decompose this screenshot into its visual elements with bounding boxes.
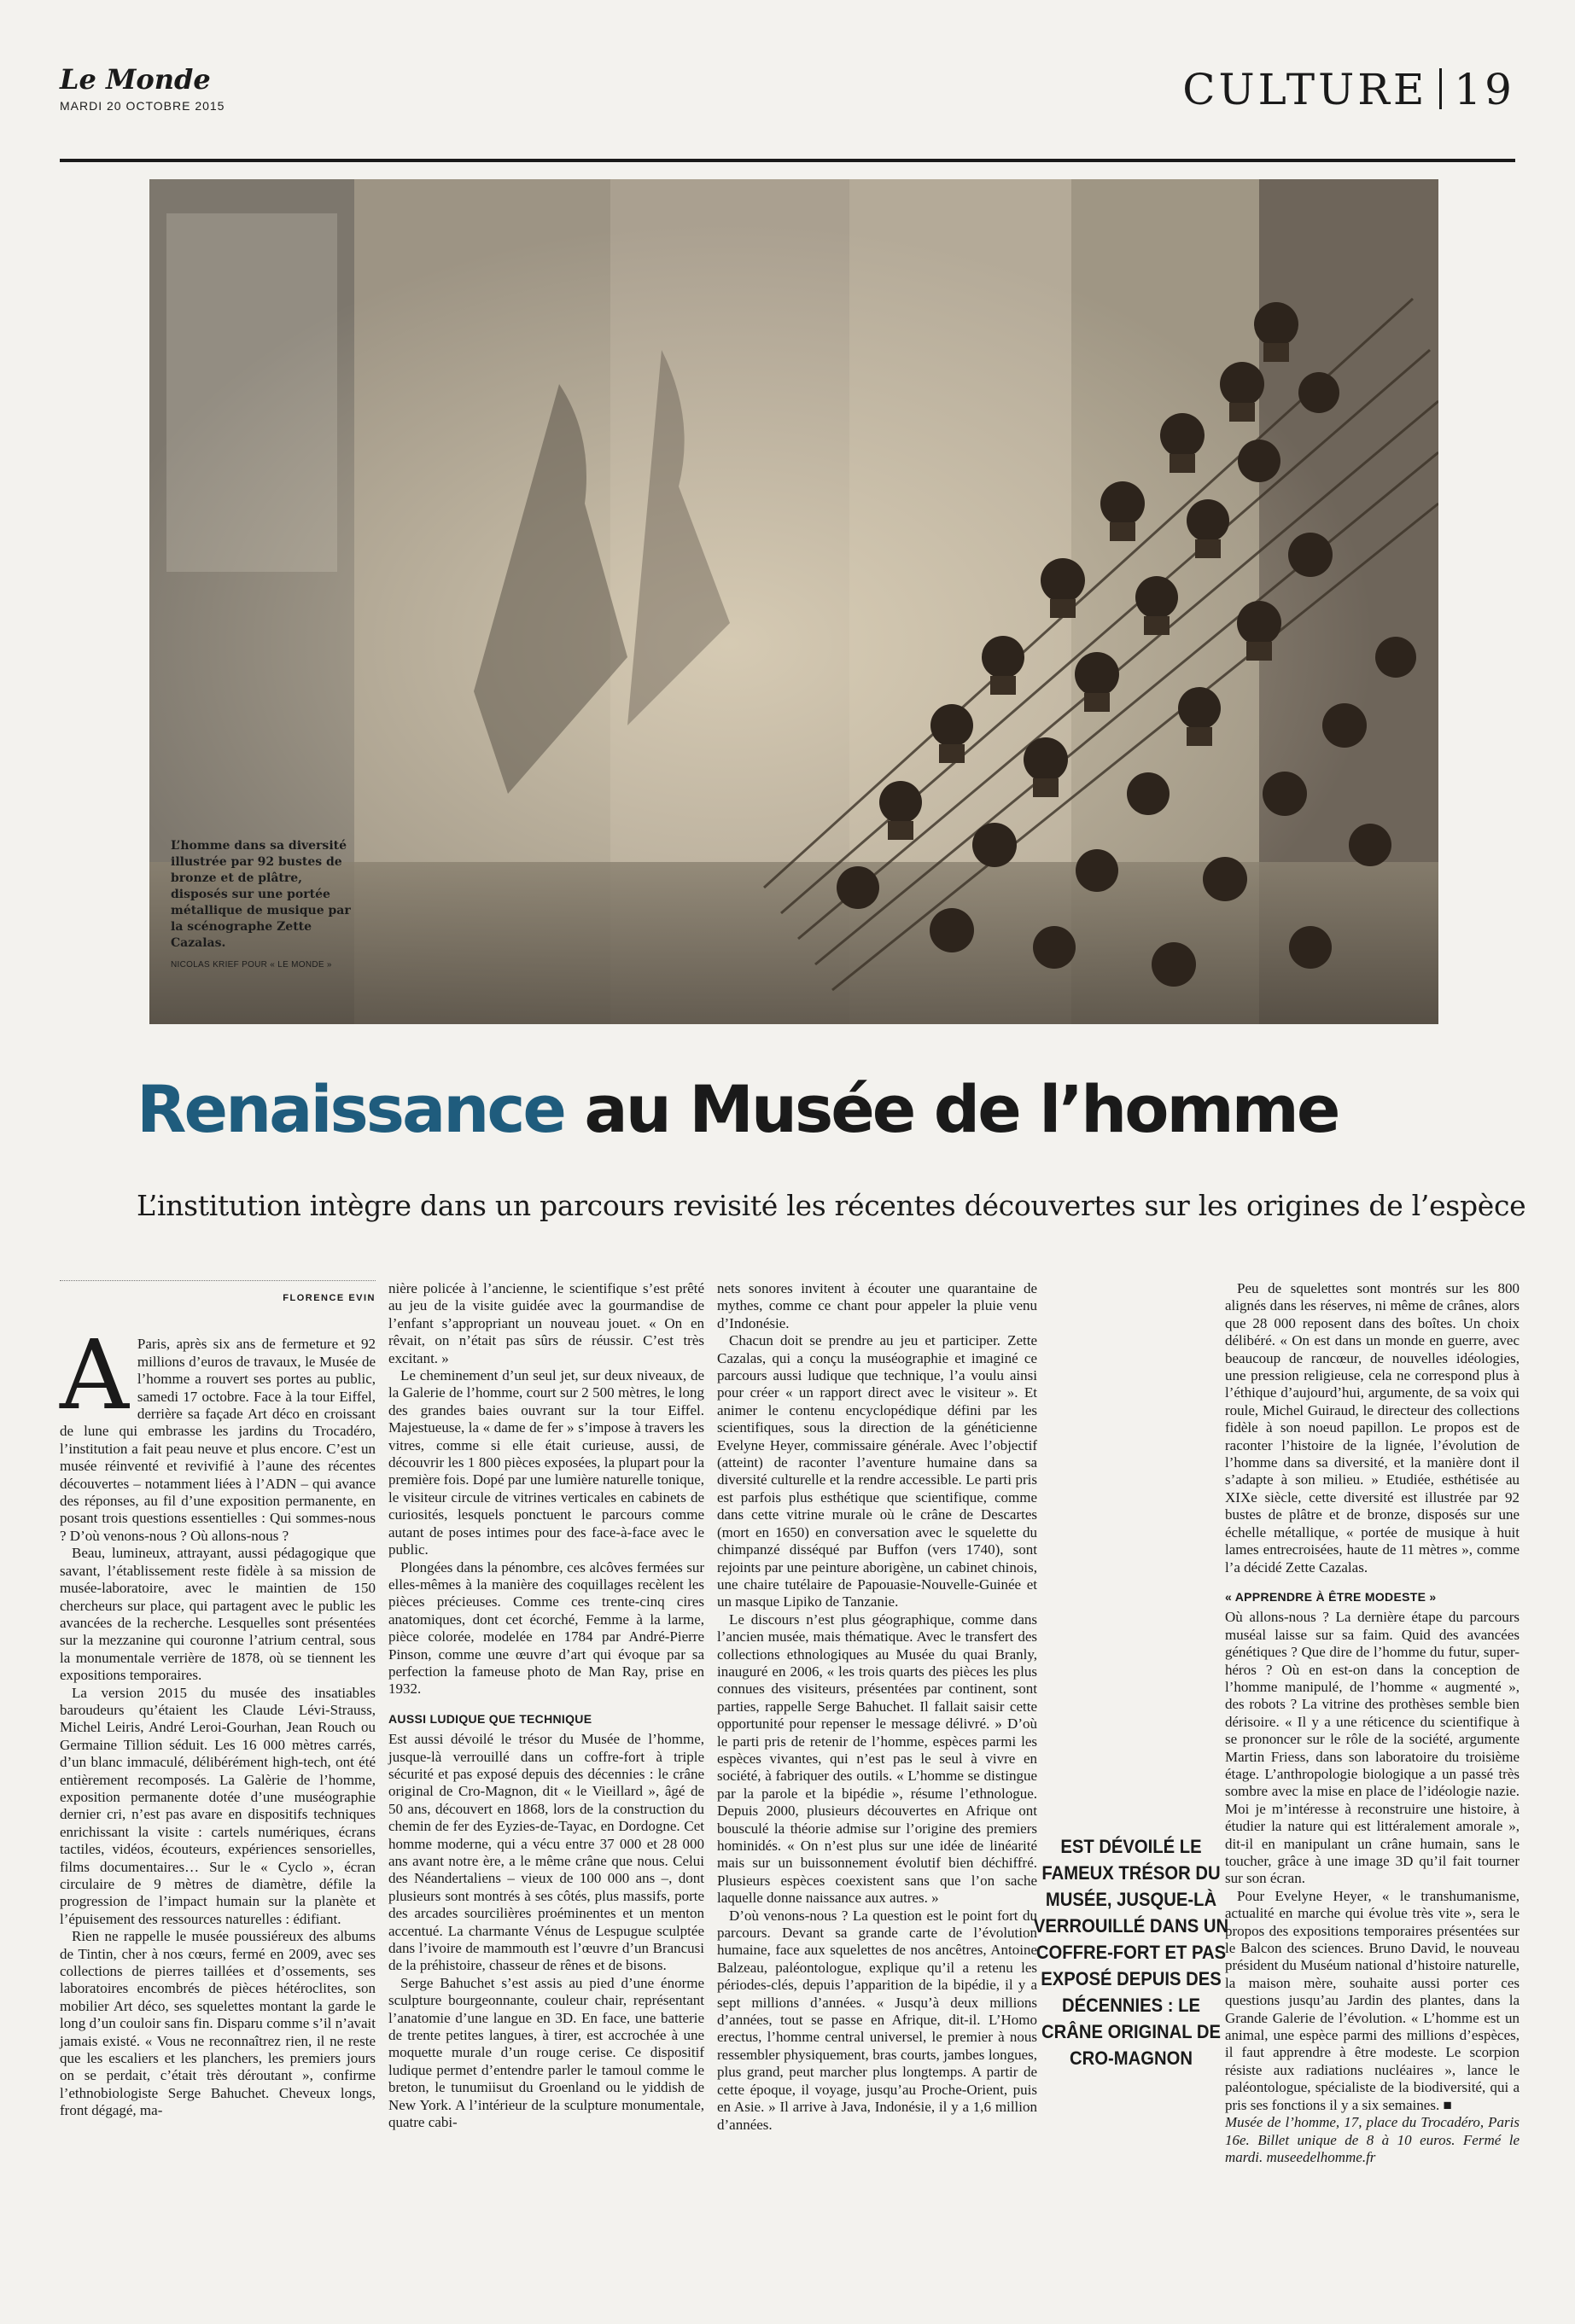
article-column-2 [388, 1280, 704, 2132]
byline: FLORENCE EVIN [60, 1280, 376, 1307]
paragraph: nière policée à l’ancienne, le scientifique s’est prêté au jeu de la visite guidée avec la gourmandise de l’enfant s’appropriant un nouveau jouet. « On en rêvait, on n’était pas sûrs de réussir. C’est très excitant. » [388, 1280, 704, 1366]
intertitle: « APPRENDRE À ÊTRE MODESTE » [1225, 1589, 1437, 1604]
paragraph: Où allons-nous ? La dernière étape du parcours muséal laisse sur sa faim. Quid des avancées génétiques ? Que dire de l’homme du futur, super-héros ? Où en est-on dans la conception de l’homme manipulé, de l’homme « augmenté », des robots ? La vitrine des prothèses semble bien dérisoire. « Il y a une réticence du scientifique à se prononcer sur le rôle de la société, argumente Martin Friess, dans son laboratoire du troisième étage. L’anthropologie biologique a un passé très sombre avec la mise en place de l’idéologie nazie. Moi je m’intéresse à reconstruire une histoire, à étudier la nature qui est littéralement amorale », dit-il en manipulant un crâne humain, sans le toucher, grâce à une image 3D qu’il fait tourner sur son écran. [1225, 1609, 1520, 1887]
paragraph: La version 2015 du musée des insatiables baroudeurs qu’étaient les Claude Lévi-Strauss, Michel Leiris, André Leroi-Gourhan, Jean Rouch ou Germaine Tillion séduit. Les 16 000 mètres carrés, d’un blanc immaculé, délibérément high-tech, ont été entièrement recomposés. La Galèrie de l’homme, exposition permanente dotée d’une muséographie dernier cri, n’est pas avare en dispositifs techniques enrichissant la visite : cartels numériques, écrans tactiles, vidéos, écouteurs, expériences sensorielles, films documentaires… Sur le « Cyclo », écran circulaire de 9 mètres de diamètre, défile la progression de l’impact humain sur la planète et l’épuisement des ressources naturelles : édifiant. [60, 1684, 376, 1927]
drop-cap: A [60, 1320, 129, 1432]
photo-credit: NICOLAS KRIEF POUR « LE MONDE » [171, 960, 332, 970]
paragraph: Pour Evelyne Heyer, « le transhumanisme, actualité en marche qui évolue très vite », sera le propos des expositions temporaires présentées sur le Balcon des sciences. Bruno David, le nouveau président du Muséum national d’histoire naturelle, la maison mère, souhaite aussi porter ces questions jusqu’au Jardin des plantes, dans la Grande Galerie de l’évolution. « L’homme est un animal, une espèce parmi des millions d’espèces, il faut apprendre à être modeste. Le scorpion résiste aux radiations nucléaires », lance le paléontologue, spécialiste de la biodiversité, qui a pris ses fonctions il y a six semaines. ■ [1225, 1887, 1520, 2113]
paragraph: Rien ne rappelle le musée poussiéreux des albums de Tintin, cher à nos cœurs, fermé en 2009, avec ses collections de pierres taillées et d’ossements, ses laboratoires encombrés de pièces hétéroclites, son mobilier Art déco, ses squelettes montant la garde le long d’un couloir sans fin. Disparu comme s’il n’avait jamais existé. « Vous ne reconnaîtrez rien, il ne reste que les escaliers et les planchers, les premiers jours on se perdait, c’était très déroutant », confirme l’ethnobiologiste Serge Bahuchet. Cheveux longs, front dégagé, ma- [60, 1928, 376, 2119]
paragraph: D’où venons-nous ? La question est le point fort du parcours. Devant sa grande carte de l’évolution humaine, face aux squelettes de nos ancêtres, Antoine Balzeau, paléontologue, explique qu’il a retenu les périodes-clés, depuis l’apparition de la bipédie, il y a sept millions d’années. « Jusqu’à deux millions d’années, tout se passe en Afrique, dit-il. L’Homo erectus, l’homme central universel, le premier à nous ressembler physiquement, bras courts, jambes longues, plus grand, peut marcher plus longtemps. A partir de cette époque, il voyage, jusqu’au Proche-Orient, puis en Asie. » Il arrive à Java, Indonésie, il y a 1,6 million d’années. [717, 1907, 1037, 2133]
headline-rest: au Musée de l’homme [563, 1071, 1339, 1147]
paragraph: Paris, après six ans de fermeture et 92 millions d’euros de travaux, le Musée de l’homme a rouvert ses portes au public, samedi 17 octobre. Face à la tour Eiffel, derrière sa façade Art déco en croissant de lune qui embrasse les jardins du Trocadéro, l’institution a fait peau neuve et plus encore. C’est un musée réinventé et revivifié à l’aune des récentes découvertes – notamment liées à l’ADN – qui avance des réponses, au fil d’une exposition permanente, en posant trois questions essentielles : Qui sommes-nous ? D’où venons-nous ? Où allons-nous ? [60, 1336, 376, 1544]
article-column-1 [60, 1280, 376, 2120]
paragraph: Serge Bahuchet s’est assis au pied d’une énorme sculpture bourgeonnante, couleur chair, représentant l’anatomie d’une langue en 3D. En face, une batterie de trente petites langues, à tirer, est accrochée à une moquette murale d’un rouge cerise. Ce dispositif ludique permet d’entendre parler le tamoul comme le breton, le tunumiisut du Groenland ou le yiddish de New York. A l’intérieur de la sculpture monumentale, quatre cabi- [388, 1974, 704, 2131]
subheadline: L’institution intègre dans un parcours revisité les récentes découvertes sur les origines de l’espèce [137, 1189, 1526, 1222]
section-name: CULTURE [1182, 65, 1428, 114]
article-column-4 [1225, 1280, 1520, 2166]
caption-text: L’homme dans sa diversité illustrée par 92 bustes de bronze et de plâtre, disposés sur une portée métallique de musique par la scénographe Zette Cazalas. [171, 839, 351, 950]
article-column-3 [717, 1280, 1037, 2134]
museum-info: Musée de l’homme, 17, place du Trocadéro, Paris 16e. Billet unique de 8 à 10 euros. Fermé le mardi. museedelhomme.fr [1225, 2114, 1520, 2165]
paragraph: Chacun doit se prendre au jeu et participer. Zette Cazalas, qui a conçu la muséographie et imaginé ce parcours aussi ludique que technique, l’a voulu ainsi pour créer « un rapport direct avec le visiteur ». Et animer le contenu encyclopédique défini par les scientifiques, sous la direction de la généticienne Evelyne Heyer, commissaire générale. Avec l’objectif (atteint) de raconter l’aventure humaine dans sa diversité culturelle et la rendre accessible. Le parti pris est parfois plus esthétique que scientifique, comme dans cette vitrine murale où le crâne de Descartes (mort en 1650) en conversation avec le squelette du chimpanzé disséqué par Buffon (vers 1740), sont rejoints par une peinture aborigène, un cabinet chinois, une chaire tutélaire de Papouasie-Nouvelle-Guinée et un masque Lipiko de Tanzanie. [717, 1332, 1037, 1610]
section-label [1182, 65, 1515, 114]
intertitle: AUSSI LUDIQUE QUE TECHNIQUE [388, 1711, 592, 1726]
paragraph: Est aussi dévoilé le trésor du Musée de l’homme, jusque-là verrouillé dans un coffre-fort à triple sécurité et pas exposé depuis des décennies : le crâne original de Cro-Magnon, dit « le Vieillard », âgé de 50 ans, découvert en 1868, lors de la construction du chemin de fer des Eyzies-de-Tayac, en Dordogne. Cet homme moderne, qui a vécu entre 37 000 et 28 000 ans avant notre ère, a le même crâne que nous. Celui des Néandertaliens – vieux de 100 000 ans –, dont plusieurs sont montrés à ses côtés, plus massifs, porte des arcades sourcilières proéminentes et un menton accentué. La charmante Vénus de Lespugue sculptée dans l’ivoire de mammouth est l’œuvre d’un Brancusi de la préhistoire, chasseur de rênes et de bisons. [388, 1731, 704, 1974]
paragraph: Le discours n’est plus géographique, comme dans l’ancien musée, mais thématique. Avec le transfert des collections ethnologiques au Musée du quai Branly, inauguré en 2006, « les trois quarts des pièces les plus connues des visiteurs, présentées par continent, sont parties, rappelle Serge Bahuchet. Il fallait saisir cette opportunité pour repenser le message délivré. » D’où le parti pris de retenir de l’homme, espèces parmi les espèces vivantes, qui n’est pas le seul à vivre en société, à fabriquer des outils. « L’homme se distingue par la parole et la bipédie », résume l’ethnologue. Depuis 2000, plusieurs découvertes en Afrique ont bousculé la théorie admise sur l’origine des premiers hominidés. « On n’est plus sur une idée de linéarité mais sur un buissonnement évolutif bien déchiffré. Plusieurs espèces coexistent sans que l’on sache laquelle donne naissance aux autres. » [717, 1610, 1037, 1907]
newspaper-logo: Le Monde [60, 63, 211, 96]
header-rule [60, 159, 1515, 162]
headline [137, 1071, 1515, 1147]
paragraph: Beau, lumineux, attrayant, aussi pédagogique que savant, l’établissement reste fidèle à sa mission de musée-laboratoire, avec le maintien de 150 chercheurs sur place, qui partagent avec le public les avancées de la recherche. Lesquelles sont présentées sur la mezzanine qui couronne l’atrium central, sous la monumentale verrière de 1878, où se tiennent les expositions temporaires. [60, 1545, 376, 1684]
paragraph: Peu de squelettes sont montrés sur les 800 alignés dans les réserves, ni même de crânes, alors que 28 000 reposent dans des boîtes. Un choix délibéré. « On est dans un monde en guerre, avec beaucoup de rancœur, de nouvelles idéologies, une pression religieuse, cela ne correspond plus à l’éthique d’aujourd’hui, argumente, de sa voix qui roule, Michel Guiraud, le directeur des collections fidèle à son noeud papillon. Le propos est de raconter l’histoire de la lignée, l’évolution de l’homme dans sa diversité, et la manière dont il s’adapte à son milieu. » Etudiée, esthétisée au XIXe siècle, cette diversité est illustrée par 92 bustes de plâtre et de bronze, disposés sur une échelle métallique, « portée de musique à huit lames entrecroisées, haute de 11 mètres », comme l’a décidé Zette Cazalas. [1225, 1280, 1520, 1576]
page-header [60, 58, 1515, 159]
paragraph: Le cheminement d’un seul jet, sur deux niveaux, de la Galerie de l’homme, court sur 2 500 mètres, le long des grandes baies ouvrant sur la tour Eiffel. Majestueuse, la « dame de fer » s’impose à travers les vitres, comme si elle était curieuse, aussi, de découvrir les 1 800 pièces exposées, la plupart pour la première fois. Dopé par une lumière naturelle tonique, le visiteur circule de vitrines verticales en cabinets de curiosités, lesquels ponctuent le parcours comme autant de poses intimes pour des face-à-face avec le public. [388, 1367, 704, 1558]
photo-caption [171, 838, 359, 973]
paragraph: nets sonores invitent à écouter une quarantaine de mythes, comme ce chant pour appeler la pluie venu d’Indonésie. [717, 1280, 1037, 1331]
pull-quote: EST DÉVOILÉ LE FAMEUX TRÉSOR DU MUSÉE, JUSQUE-LÀ VERROUILLÉ DANS UN COFFRE-FORT ET PAS EXPOSÉ DEPUIS DES DÉCENNIES : LE CRÂNE ORIGINAL DE CRO-MAGNON [1033, 1836, 1229, 2069]
issue-date: MARDI 20 OCTOBRE 2015 [60, 99, 225, 113]
headline-accent: Renaissance [137, 1071, 564, 1147]
paragraph: Plongées dans la pénombre, ces alcôves fermées sur elles-mêmes à la manière des coquillages recèlent les pièces précieuses. Comme ces trente-cinq cires anatomiques, dont cet écorché, Femme à la larme, pièce colorée, modelée en 1784 par André-Pierre Pinson, comme une œuvre d’art qui évoque par sa perfection la fameuse photo de Man Ray, prise en 1932. [388, 1558, 704, 1698]
page-number: 19 [1454, 65, 1515, 114]
section-divider [1439, 68, 1442, 109]
